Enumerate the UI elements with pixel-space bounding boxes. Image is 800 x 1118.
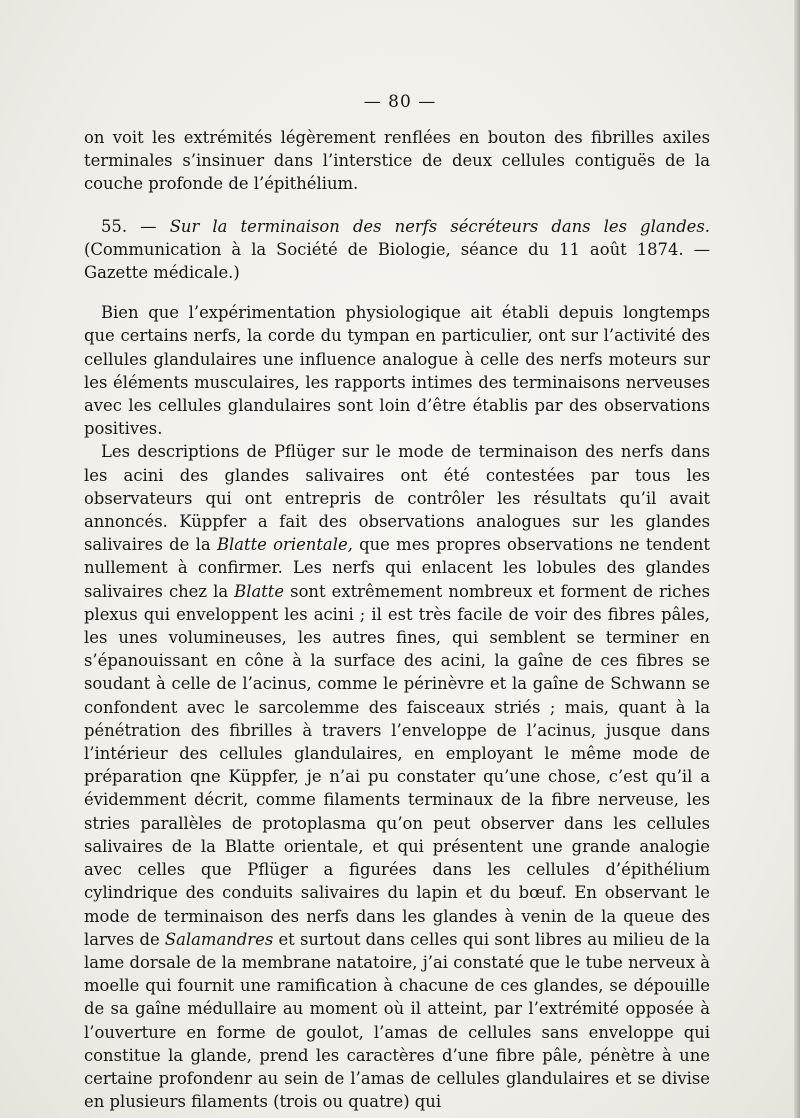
- paragraph-3: [84, 440, 710, 1113]
- paragraph-3-part-3: sont extrêmement nombreux et forment de riches plexus qui enveloppent les acini ; il est très facile de voir des fibres pâles, les unes volumineuses, les autres fines, qui semblent se terminer en s’épanouissant en cône à la surface des acini, la gaîne de ces fibres se soudant à celle de l’acinus, comme le périnèvre et la gaîne de Schwann se confondent avec le sarcolemme des faisceaux striés ; mais, quant à la pénétration des fibrilles à travers l’enveloppe de l’acinus, jusque dans l’intérieur des cellules glandulaires, en employant le même mode de préparation qne Küppfer, je n’ai pu constater qu’une chose, c’est qu’il a évidemment décrit, comme filaments terminaux de la fibre nerveuse, les stries parallèles de protoplasma qu’on peut observer dans les cellules salivaires de la Blatte orientale, et qui présentent une grande analogie avec celles que Pflüger a figurées dans les cellules d’épithélium cylindrique des conduits salivaires du lapin et du bœuf. En observant le mode de terminaison des nerfs dans les glandes à venin de la queue des larves de: [84, 581, 710, 949]
- paragraph-3-part-2: que mes propres observations ne tendent nullement à confirmer. Les nerfs qui enlacent les lobules des glandes salivaires chez la: [84, 535, 710, 601]
- paragraph-3-part-1: Les descriptions de Pflüger sur le mode de terminaison des nerfs dans les acini des glandes salivaires ont été contestées par tous les observateurs qui ont entrepris de contrôler les résultats qu’il avait annoncés. Küppfer a fait des observations analogues sur les glandes salivaires de la: [84, 442, 710, 555]
- page-body: [84, 126, 710, 1113]
- entry-heading: [84, 215, 710, 285]
- species-blatte: Blatte: [234, 581, 285, 601]
- entry-title: Sur la terminaison des nerfs sécréteurs dans les glandes.: [169, 216, 711, 236]
- entry-dash: —: [127, 216, 170, 236]
- species-salamandres: Salamandres: [164, 929, 274, 949]
- entry-number: 55.: [101, 216, 128, 236]
- species-blatte-orientale: Blatte orientale,: [216, 535, 353, 555]
- paragraph-continuation: on voit les extrémités légèrement renflées en bouton des fibrilles axiles terminales s’insinuer dans l’interstice de deux cellules contiguës de la couche profonde de l’épithélium.: [84, 128, 710, 194]
- page-number: — 80 —: [363, 92, 437, 112]
- paragraph-2: Bien que l’expérimentation physiologique ait établi depuis longtemps que certains nerfs, la corde du tympan en particulier, ont sur l’activité des cellules glandulaires une influence analogue à celle des nerfs moteurs sur les éléments musculaires, les rapports intimes des terminaisons nerveuses avec les cellules glandulaires sont loin d’être établis par des observations positives.: [84, 303, 710, 439]
- paragraph-3-part-4: et surtout dans celles qui sont libres au milieu de la lame dorsale de la membrane natatoire, j’ai constaté que le tube nerveux à moelle qui fournit une ramification à chacune de ces glandes, se dépouille de sa gaîne médullaire au moment où il atteint, par l’extrémité opposée à l’ouverture en forme de goulot, l’amas de cellules sans enveloppe qui constitue la glande, prend les caractères d’une fibre pâle, pénètre à une certaine profondenr au sein de l’amas de cellules glandulaires et se divise en plusieurs filaments (trois ou quatre) qui: [84, 929, 710, 1112]
- entry-citation: (Communication à la Société de Biologie, séance du 11 août 1874. — Gazette médicale.): [84, 239, 710, 283]
- page-edge-shadow: [794, 0, 800, 1118]
